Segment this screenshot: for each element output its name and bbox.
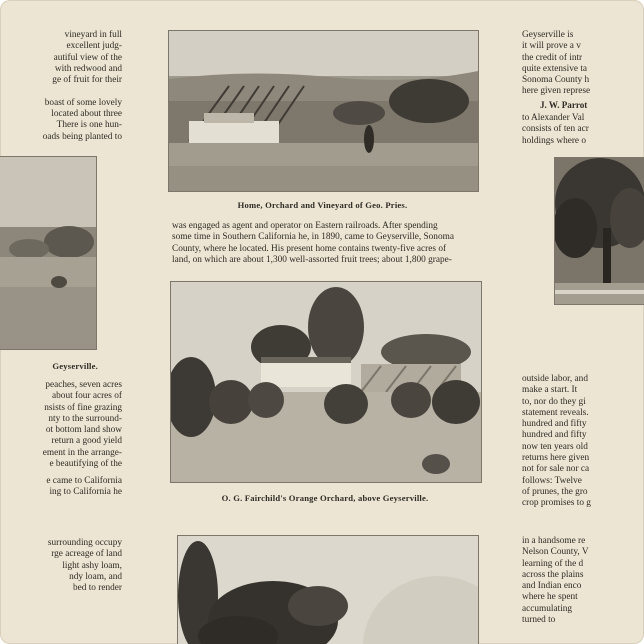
- left-photo-caption: Geyserville.: [52, 361, 98, 371]
- fairchild-orchard-photo: [170, 281, 482, 483]
- right-column-heading-text: to Alexander Val consists of ten acr holdings where o: [522, 113, 589, 146]
- bottom-tree-photo: [177, 535, 479, 644]
- pries-vineyard-photo: [168, 30, 479, 192]
- center-paragraph: was engaged as agent and operator on Eastern railroads. After spending some time in Southern California he, in 1890, came to Geyserville, Sonoma County, where he located. His present home contains twenty-five acres of land, on which are about 1,300 well-assorted fruit trees; about 1,800 grape-: [172, 221, 454, 265]
- right-column-bottom-text: in a handsome re Nelson County, V learning of the d across the plains and Indian enco where he spent accumulating turned to: [522, 536, 589, 626]
- left-field-photo: [0, 156, 97, 350]
- left-column-lower-text: e came to California ing to California he: [46, 476, 122, 498]
- right-tree-photo: [554, 157, 644, 305]
- fairchild-photo-caption: O. G. Fairchild's Orange Orchard, above Geyserville.: [221, 493, 429, 503]
- left-column-middle-text: peaches, seven acres about four acres of nsists of fine grazing nty to the surround- ot bottom land show return a good yield ement in the arrange- e beautifying of the: [42, 380, 122, 470]
- right-column-middle-text: outside labor, and make a start. It to, nor do they gi statement reveals. hundred and fifty hundred and fifty now ten years old returns here given not for sale nor ca follows: Twelve of prunes, the gro crop promises to g: [522, 374, 591, 509]
- pries-photo-caption: Home, Orchard and Vineyard of Geo. Pries.: [237, 200, 408, 210]
- right-column-top-text: Geyserville is it will prove a v the credit of intr quite extensive ta Sonoma County h here given represe: [522, 30, 591, 97]
- parrot-heading: J. W. Parrot: [540, 100, 588, 110]
- left-column-top-text: vineyard in full excellent judg- autiful view of the with redwood and ge of fruit for their boast of some lovely located about three There is one hun- oads being planted to: [42, 30, 122, 142]
- left-column-bottom-text: surrounding occupy rge acreage of land light ashy loam, ndy loam, and bed to render: [47, 538, 122, 594]
